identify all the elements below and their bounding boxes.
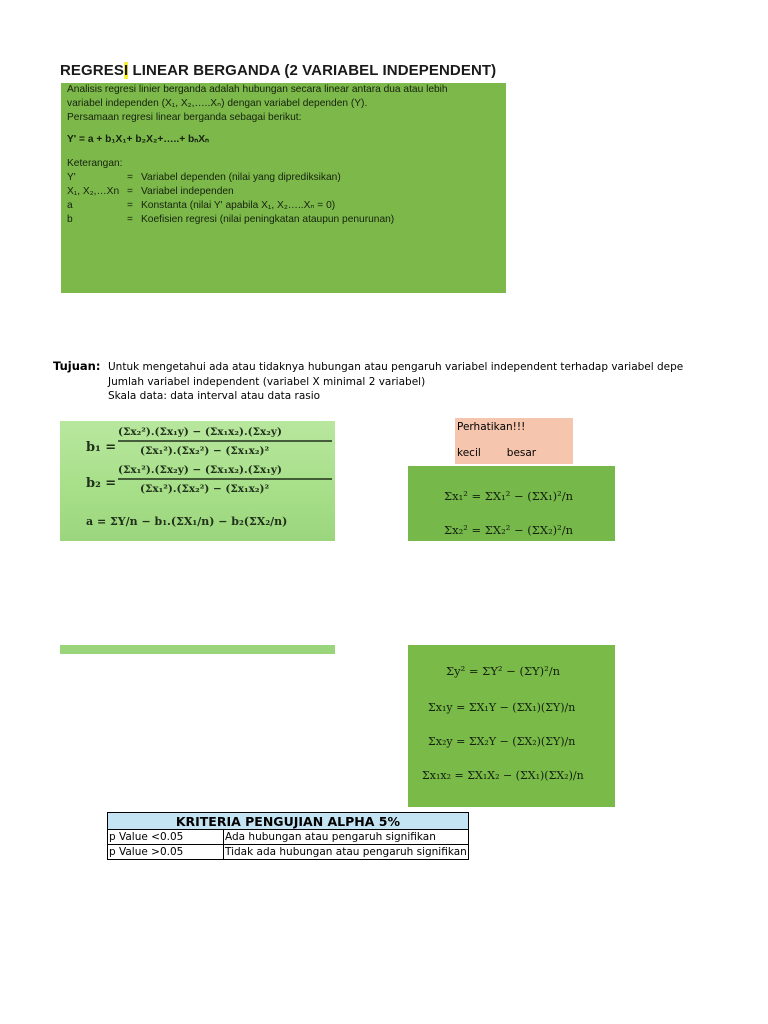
criteria-result: Ada hubungan atau pengaruh signifikan (224, 830, 469, 845)
b1-numerator: (Σx₂²).(Σx₁y) − (Σx₁x₂).(Σx₂y) (118, 426, 282, 438)
criteria-condition: p Value >0.05 (108, 845, 224, 860)
ket-desc: Konstanta (nilai Y' apabila X₁, X₂…..Xₙ = 0) (141, 200, 336, 211)
cross-products-formula-image (408, 645, 615, 807)
table-row (108, 830, 469, 845)
note-kecil: kecil (457, 447, 481, 459)
sy-formula: Σy² = ΣY² − (ΣY)²/n (446, 664, 561, 678)
keterangan-list: Y' = Variabel dependen (nilai yang diprediksikan) X₁, X₂,…Xn = Variabel independen a = Konstanta (nilai Y' apabila X₁, X₂…..Xₙ = 0) b = Koefisien regresi (nilai peningkatan ataupun penurunan) (67, 171, 500, 227)
regression-equation: Y' = a + b₁X₁+ b₂X₂+…..+ bₙXₙ (67, 134, 210, 145)
sum-squares-formula-image (408, 466, 615, 541)
definition-line: variabel independen (X₁, X₂,…..Xₙ) dengan variabel dependen (Y). (67, 98, 368, 109)
ket-symbol: Y' (67, 172, 76, 183)
b2-numerator: (Σx₁²).(Σx₂y) − (Σx₁x₂).(Σx₁y) (118, 464, 282, 476)
table-row (108, 845, 469, 860)
ket-desc: Variabel dependen (nilai yang diprediksikan) (141, 172, 341, 183)
tujuan-line: Skala data: data interval atau data rasio (108, 390, 321, 402)
ket-symbol: b (67, 214, 73, 225)
sx1x2-formula: Σx₁x₂ = ΣX₁X₂ − (ΣX₁)(ΣX₂)/n (422, 769, 584, 782)
note-besar: besar (506, 447, 537, 459)
criteria-result: Tidak ada hubungan atau pengaruh signifikan (225, 846, 467, 858)
a-formula: a = ΣY/n − b₁.(ΣX₁/n) − b₂(ΣX₂/n) (86, 515, 288, 528)
b2-lhs: b₂ = (86, 476, 117, 491)
keterangan-label: Keterangan: (67, 158, 123, 169)
coefficient-formula-image (60, 421, 335, 541)
tujuan-text (108, 360, 683, 404)
criteria-table (107, 812, 469, 860)
definition-card (61, 83, 506, 293)
criteria-condition: p Value <0.05 (108, 830, 224, 845)
ket-symbol: a (67, 200, 73, 211)
sx2-formula: Σx₂² = ΣX₂² − (ΣX₂)²/n (444, 523, 574, 537)
b1-lhs: b₁ = (86, 440, 117, 455)
card-title: REGRESI LINEAR BERGANDA (2 VARIABEL INDEPENDENT) (60, 62, 506, 84)
ket-desc: Variabel independen (141, 186, 234, 197)
tujuan-line: Untuk mengetahui ada atau tidaknya hubungan atau pengaruh variabel independent terhadap variabel depe (108, 361, 684, 373)
ket-symbol: X₁, X₂,…Xn (67, 186, 120, 197)
b1-denominator: (Σx₁²).(Σx₂²) − (Σx₁x₂)² (140, 445, 270, 457)
tujuan-label: Tujuan: (53, 359, 101, 373)
definition-line: Analisis regresi linier berganda adalah hubungan secara linear antara dua atau lebih (67, 84, 448, 95)
perhatikan-note (455, 418, 573, 464)
sx2y-formula: Σx₂y = ΣX₂Y − (ΣX₂)(ΣY)/n (428, 735, 576, 748)
criteria-header: KRITERIA PENGUJIAN ALPHA 5% (108, 813, 469, 830)
note-title: Perhatikan!!! (457, 421, 526, 433)
sx1y-formula: Σx₁y = ΣX₁Y − (ΣX₁)(ΣY)/n (428, 701, 576, 714)
tujuan-line: Jumlah variabel independent (variabel X minimal 2 variabel) (108, 375, 426, 388)
formula-image-fragment (60, 645, 335, 654)
definition-line: Persamaan regresi linear berganda sebagai berikut: (67, 112, 302, 123)
b2-denominator: (Σx₁²).(Σx₂²) − (Σx₁x₂)² (140, 483, 270, 495)
sx1-formula: Σx₁² = ΣX₁² − (ΣX₁)²/n (444, 489, 574, 503)
ket-desc: Koefisien regresi (nilai peningkatan ataupun penurunan) (141, 214, 395, 225)
